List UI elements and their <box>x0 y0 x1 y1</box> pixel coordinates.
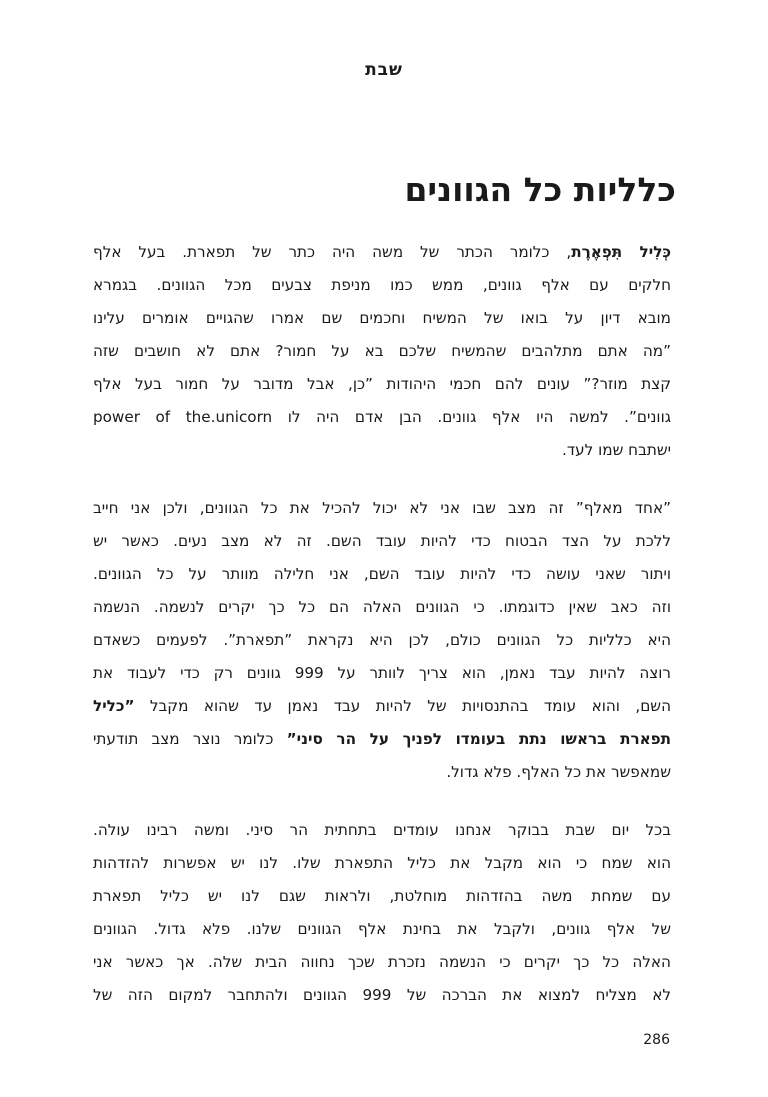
text-run: ”מה אתם מתלהבים שהמשיח שלכם בא על חמור? אתם לא חושבים שזה <box>93 342 671 360</box>
text-run: היא כלליות כל הגוונים כולם, לכן היא נקראת ”תפארת”. לפעמים כשאדם <box>93 631 671 649</box>
text-line <box>93 236 671 269</box>
latin-text: power of the.unicorn <box>93 408 273 426</box>
text-run: וזה כאב שאין כדוגמתו. כי הגוונים האלה הם כל כך יקרים לנשמה. הנשמה <box>93 598 671 616</box>
text-run: ”אחד מאלף” זה מצב שבו אני לא יכול להכיל את כל הגוונים, ולכן אני חייב <box>93 499 671 517</box>
text-run: הוא שמח כי הוא מקבל את כליל התפארת שלו. לנו יש אפשרות להזדהות <box>93 854 671 872</box>
text-line <box>93 269 671 302</box>
text-line <box>93 690 671 723</box>
text-run: קצת מוזר?” עונים להם חכמי היהודות ”כן, אבל מדובר על חמור בעל אלף <box>93 375 671 393</box>
text-run: לא מצליח למצוא את הברכה של 999 הגוונים ולהתחבר למקום הזה של <box>93 986 671 1004</box>
text-line <box>93 525 671 558</box>
text-run: השם, והוא עומד בהתנסויות של להיות עבד נאמן עד שהוא מקבל <box>134 697 671 715</box>
text-line <box>93 979 671 1012</box>
text-run: כלומר נוצר מצב תודעתי <box>93 730 287 748</box>
chapter-title: כלליות כל הגוונים <box>404 170 676 209</box>
text-run: האלה כל כך יקרים כי הנשמה נזכרת שכך נחווה הבית שלה. אך כאשר אני <box>93 953 671 971</box>
text-line <box>93 847 671 880</box>
text-line <box>93 368 671 401</box>
bold-text: ”כליל <box>93 697 135 715</box>
text-line <box>93 723 671 756</box>
text-line <box>93 302 671 335</box>
paragraph <box>93 492 671 789</box>
text-run: שמאפשר את כל האלף. פלא גדול. <box>446 763 671 781</box>
text-run: רוצה להיות עבד נאמן, הוא צריך לוותר על 999 גוונים רק כדי לעבוד את <box>93 664 671 682</box>
text-run: חלקים עם אלף גוונים, ממש כמו מניפת צבעים מכל הגוונים. בגמרא <box>93 276 671 294</box>
text-line <box>93 657 671 690</box>
text-line <box>93 880 671 913</box>
bold-text: כְּלִיל תִּפְאֶרֶת <box>571 243 671 261</box>
bold-text: תפארת בראשו נתת בעומדו לפניך על הר סיני” <box>286 730 671 748</box>
text-run: ישתבח שמו לעד. <box>562 441 671 459</box>
paragraph <box>93 236 671 467</box>
text-line <box>93 913 671 946</box>
text-run: גוונים”. למשה היו אלף גוונים. הבן אדם היה לו <box>272 408 671 426</box>
body-text <box>93 236 671 1037</box>
text-run: של אלף גוונים, ולקבל את בחינת אלף הגוונים שלנו. פלא גדול. הגוונים <box>93 920 671 938</box>
text-run: עם שמחת משה בהזדהות מוחלטת, ולראות שגם לנו יש כליל תפארת <box>93 887 671 905</box>
text-line <box>93 558 671 591</box>
text-line <box>93 624 671 657</box>
text-line <box>93 401 671 434</box>
text-run: מובא דיון על בואו של המשיח וחכמים שם אמרו שהגויים אומרים עלינו <box>93 309 671 327</box>
text-line <box>93 335 671 368</box>
page-number: 286 <box>643 1032 670 1048</box>
text-run: , כלומר הכתר של משה היה כתר של תפארת. בעל אלף <box>93 243 572 261</box>
text-line <box>93 814 671 847</box>
paragraph <box>93 814 671 1012</box>
running-head: שבת <box>365 60 403 80</box>
text-line <box>93 756 671 789</box>
text-run: ויתור שאני עושה כדי להיות עובד השם, אני חלילה מוותר על כל הגוונים. <box>93 565 671 583</box>
text-run: ללכת על הצד הבטוח כדי להיות עובד השם. זה לא מצב נעים. כאשר יש <box>93 532 671 550</box>
text-line <box>93 591 671 624</box>
text-line <box>93 492 671 525</box>
text-run: בכל יום שבת בבוקר אנחנו עומדים בתחתית הר סיני. ומשה רבינו עולה. <box>93 821 671 839</box>
text-line <box>93 946 671 979</box>
text-line <box>93 434 671 467</box>
